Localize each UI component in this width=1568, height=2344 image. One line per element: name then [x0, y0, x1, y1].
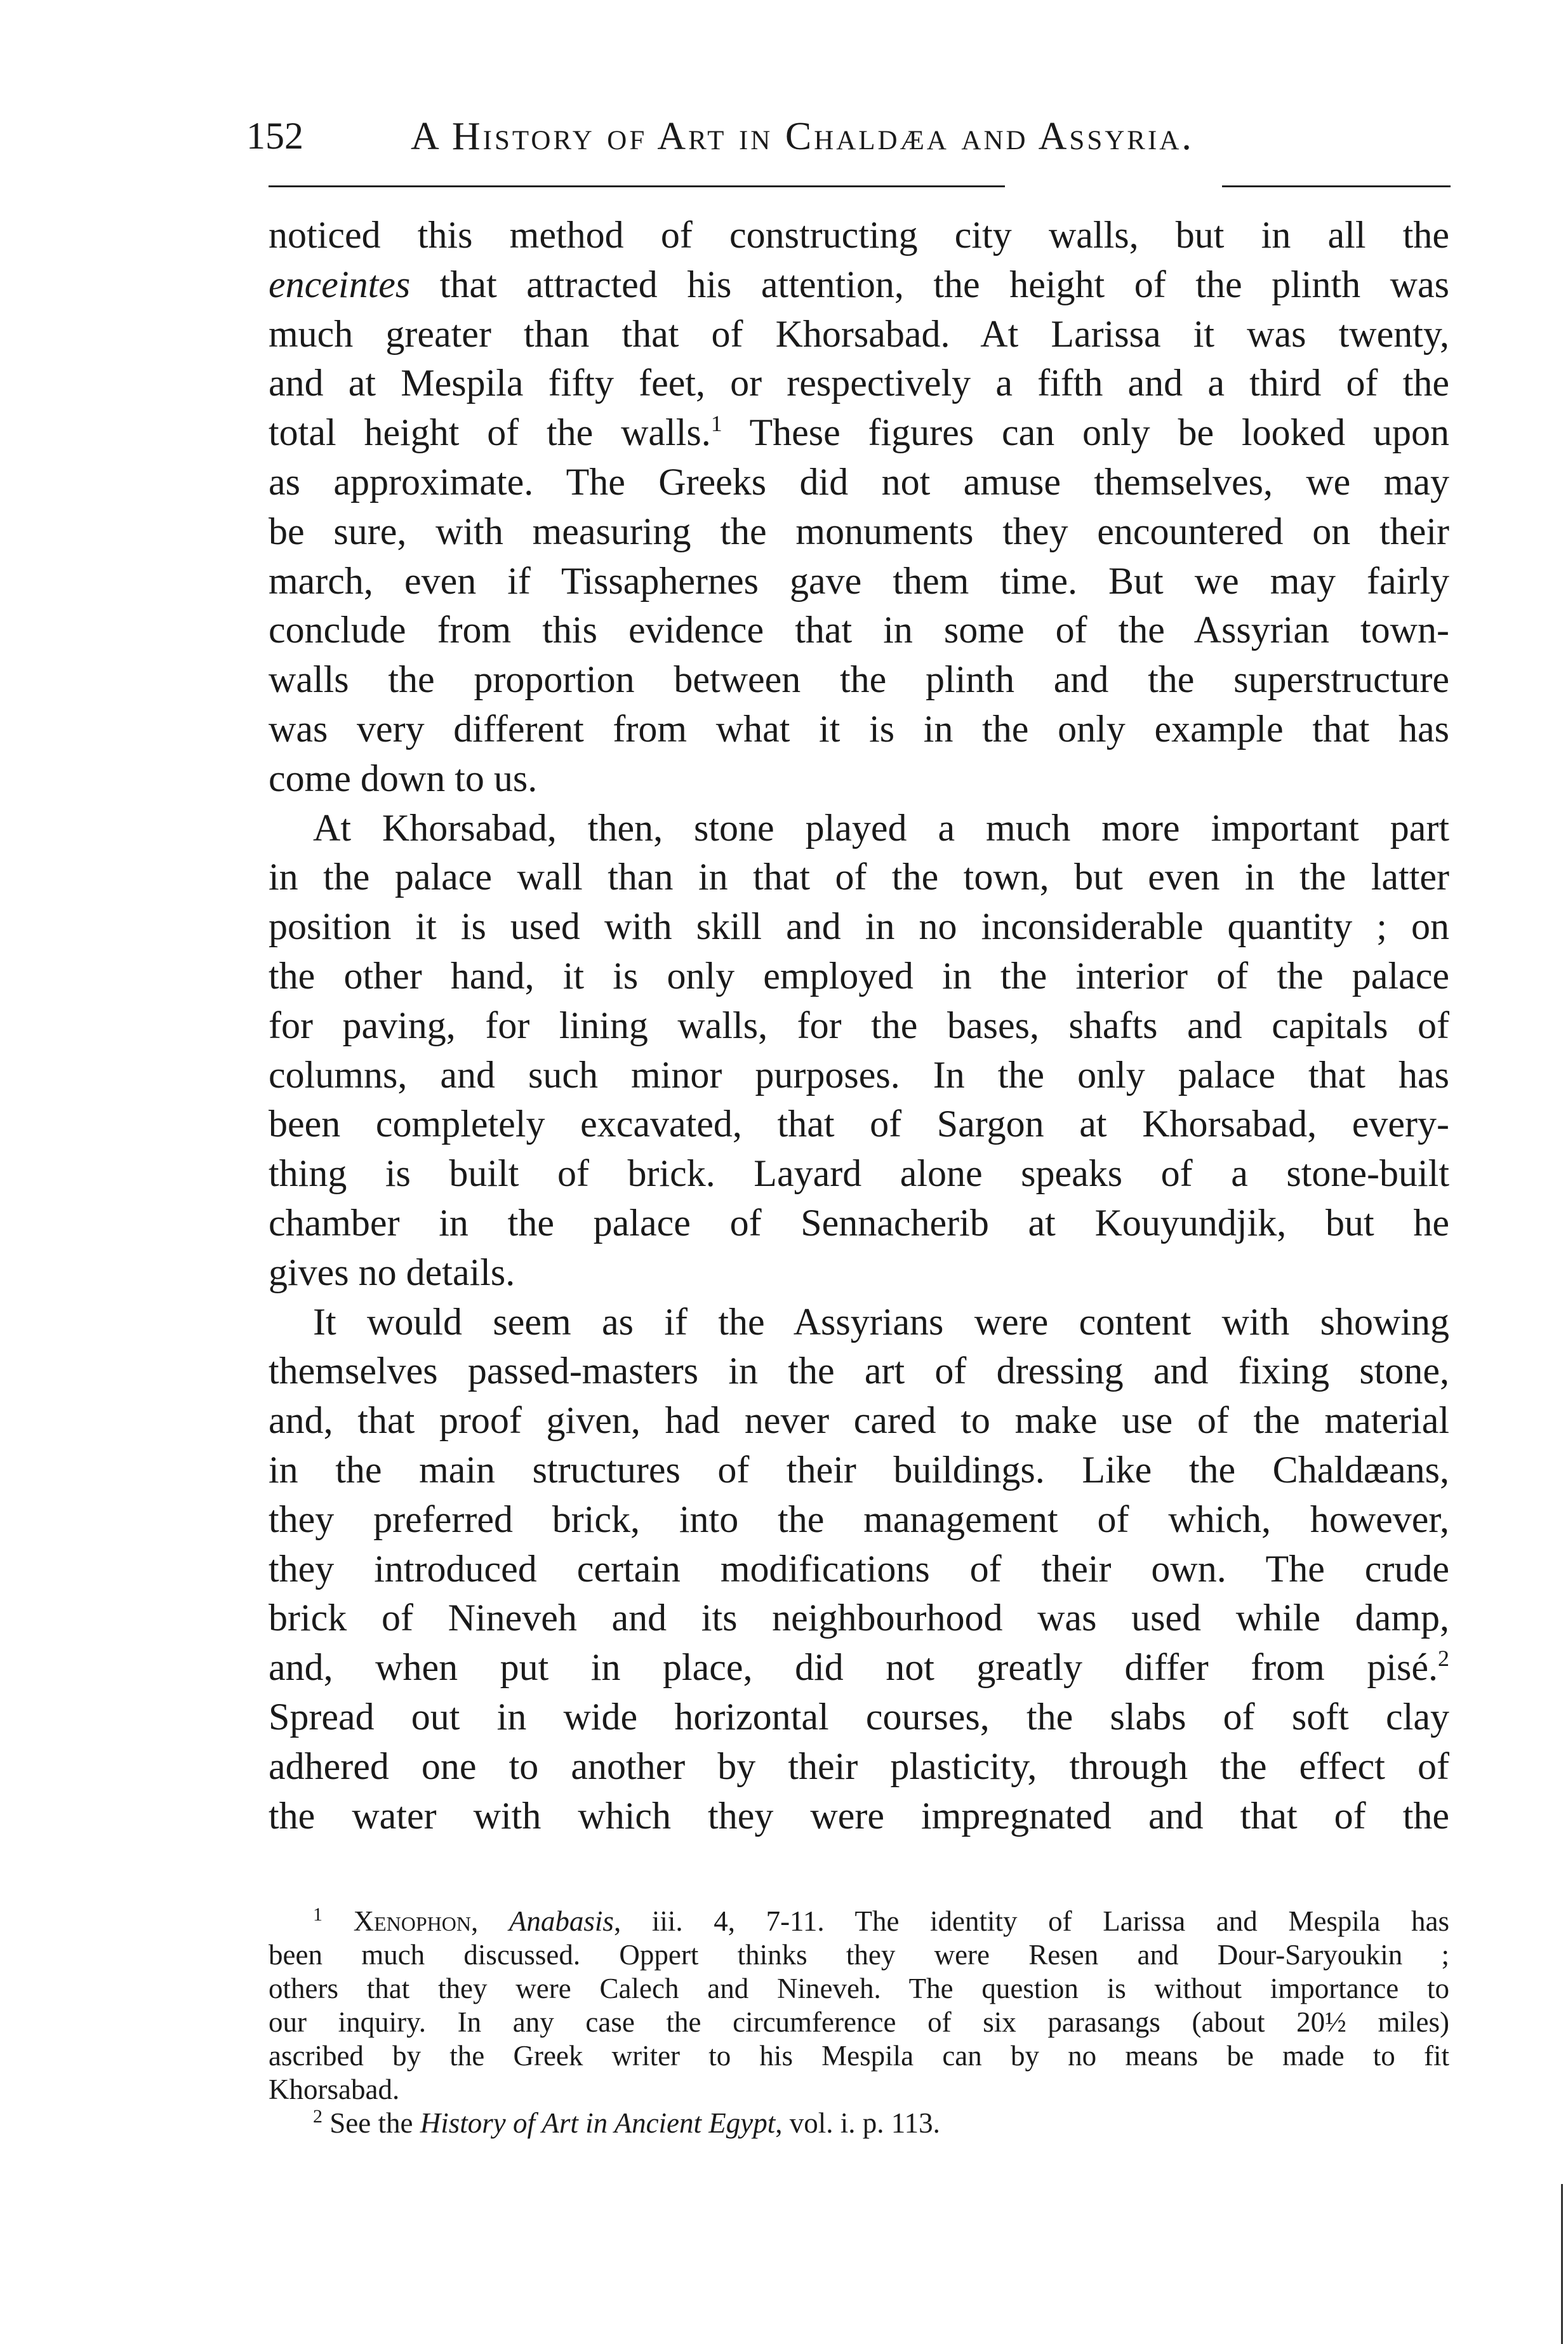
text-segment: themselves passed-masters in the art of dressing and fixing stone,: [269, 1350, 1449, 1392]
text-line: [269, 260, 1449, 310]
text-segment: conclude from this evidence that in some of the Assyrian town-: [269, 609, 1449, 651]
text-segment: was very different from what it is in the only example that has: [269, 707, 1449, 750]
footnotes: [269, 1905, 1449, 2140]
text-segment: thing is built of brick. Layard alone speaks of a stone-built: [269, 1152, 1449, 1195]
text-line: [269, 1446, 1449, 1495]
text-segment: the water with which they were impregnated and that of the: [269, 1794, 1449, 1837]
text-line: [269, 902, 1449, 952]
text-line: [269, 606, 1449, 655]
text-line: [269, 1396, 1449, 1446]
text-segment: These figures can only be looked upon: [722, 411, 1450, 454]
text-segment: in the main structures of their buildings. Like the Chaldæans,: [269, 1448, 1449, 1491]
text-line: [269, 1693, 1449, 1742]
text-segment: adhered one to another by their plasticity, through the effect of: [269, 1745, 1449, 1787]
text-line: [269, 952, 1449, 1001]
text-segment: ,: [471, 1905, 509, 1937]
text-segment: noticed this method of constructing city walls, but in all the: [269, 214, 1449, 256]
text-line: [269, 1100, 1449, 1149]
text-segment: position it is used with skill and in no inconsiderable quantity ; on: [269, 905, 1449, 948]
text-segment: ascribed by the Greek writer to his Mespila can by no means be made to fit: [269, 2040, 1449, 2072]
text-line: [269, 1149, 1449, 1199]
text-segment: been much discussed. Oppert thinks they were Resen and Dour-Saryoukin ;: [269, 1939, 1449, 1971]
footnote-line: [269, 2107, 1449, 2140]
text-line: [269, 705, 1449, 754]
text-line: [269, 1051, 1449, 1100]
text-segment: been completely excavated, that of Sargon at Khorsabad, every-: [269, 1103, 1449, 1145]
body-text: [269, 211, 1449, 1841]
text-segment: others that they were Calech and Nineveh. The question is without importance to: [269, 1973, 1449, 2004]
footnote-line: [269, 1972, 1449, 2006]
italic-text: History of Art in Ancient Egypt: [420, 2107, 776, 2139]
text-segment: be sure, with measuring the monuments they encountered on their: [269, 510, 1449, 552]
text-segment: march, even if Tissaphernes gave them time. But we may fairly: [269, 559, 1449, 602]
text-segment: Xenophon: [353, 1905, 472, 1937]
text-segment: they preferred brick, into the management of which, however,: [269, 1498, 1449, 1540]
text-line: [269, 655, 1449, 705]
text-line: [269, 804, 1449, 853]
text-segment: , iii. 4, 7-11. The identity of Larissa and Mespila has: [613, 1905, 1450, 1937]
text-segment: in the palace wall than in that of the town, but even in the latter: [269, 856, 1449, 898]
running-title: A History of Art in Chaldæa and Assyria.: [411, 115, 1194, 158]
footnote-line: [269, 1905, 1449, 1938]
text-segment: and at Mespila fifty feet, or respectively a fifth and a third of the: [269, 362, 1449, 404]
text-segment: Spread out in wide horizontal courses, the slabs of soft clay: [269, 1695, 1449, 1738]
text-segment: See the: [322, 2107, 420, 2139]
text-line: [269, 310, 1449, 359]
text-segment: It would seem as if the Assyrians were content with showing: [313, 1300, 1449, 1343]
header-rule-right: [1222, 185, 1451, 187]
text-segment: the other hand, it is only employed in the interior of the palace: [269, 954, 1449, 997]
text-segment: our inquiry. In any case the circumference of six parasangs (about 20½ miles): [269, 2006, 1449, 2038]
text-line: [269, 853, 1449, 902]
text-segment: total height of the walls.: [269, 411, 711, 454]
text-segment: [322, 1905, 354, 1937]
text-line: [269, 1643, 1449, 1693]
text-segment: Khorsabad.: [269, 2074, 400, 2105]
header-rule-left: [269, 185, 1005, 187]
text-segment: as approximate. The Greeks did not amuse themselves, we may: [269, 460, 1449, 503]
text-line: [269, 507, 1449, 557]
footnote-marker: 2: [1438, 1646, 1449, 1672]
text-line: [269, 1199, 1449, 1248]
text-line: [269, 754, 1449, 804]
footnote-marker: 2: [313, 2106, 322, 2127]
text-line: [269, 557, 1449, 606]
text-line: [269, 1792, 1449, 1841]
text-segment: , vol. i. p. 113.: [775, 2107, 940, 2139]
text-line: [269, 1545, 1449, 1594]
text-segment: walls the proportion between the plinth and the superstructure: [269, 658, 1449, 701]
text-line: [269, 1248, 1449, 1298]
text-line: [269, 1594, 1449, 1643]
text-segment: brick of Nineveh and its neighbourhood was used while damp,: [269, 1597, 1449, 1639]
text-line: [269, 458, 1449, 507]
text-segment: for paving, for lining walls, for the bases, shafts and capitals of: [269, 1004, 1449, 1046]
text-line: [269, 1001, 1449, 1051]
footnote-line: [269, 1938, 1449, 1972]
footnote-marker: 1: [313, 1904, 322, 1925]
text-line: [269, 359, 1449, 408]
text-segment: chamber in the palace of Sennacherib at Kouyundjik, but he: [269, 1201, 1449, 1244]
text-line: [269, 1495, 1449, 1545]
text-segment: much greater than that of Khorsabad. At Larissa it was twenty,: [269, 312, 1449, 355]
text-line: [269, 1298, 1449, 1347]
text-segment: At Khorsabad, then, stone played a much more important part: [313, 806, 1449, 849]
footnote-marker: 1: [710, 411, 722, 437]
scan-edge-mark: [1561, 2184, 1563, 2344]
running-header: [246, 114, 1452, 165]
text-line: [269, 211, 1449, 260]
text-segment: and, when put in place, did not greatly differ from pisé.: [269, 1646, 1438, 1689]
text-line: [269, 1347, 1449, 1396]
text-segment: they introduced certain modifications of their own. The crude: [269, 1547, 1449, 1590]
text-segment: columns, and such minor purposes. In the only palace that has: [269, 1053, 1449, 1096]
text-segment: come down to us.: [269, 757, 538, 799]
text-line: [269, 408, 1449, 458]
footnote-line: [269, 2073, 1449, 2107]
text-line: [269, 1742, 1449, 1792]
italic-text: enceintes: [269, 263, 411, 305]
footnote-line: [269, 2006, 1449, 2039]
text-segment: gives no details.: [269, 1251, 515, 1293]
italic-text: Anabasis: [508, 1905, 614, 1937]
text-segment: and, that proof given, had never cared to make use of the material: [269, 1399, 1449, 1442]
page-number: 152: [246, 115, 303, 157]
text-segment: that attracted his attention, the height of the plinth was: [410, 263, 1449, 305]
footnote-line: [269, 2039, 1449, 2073]
